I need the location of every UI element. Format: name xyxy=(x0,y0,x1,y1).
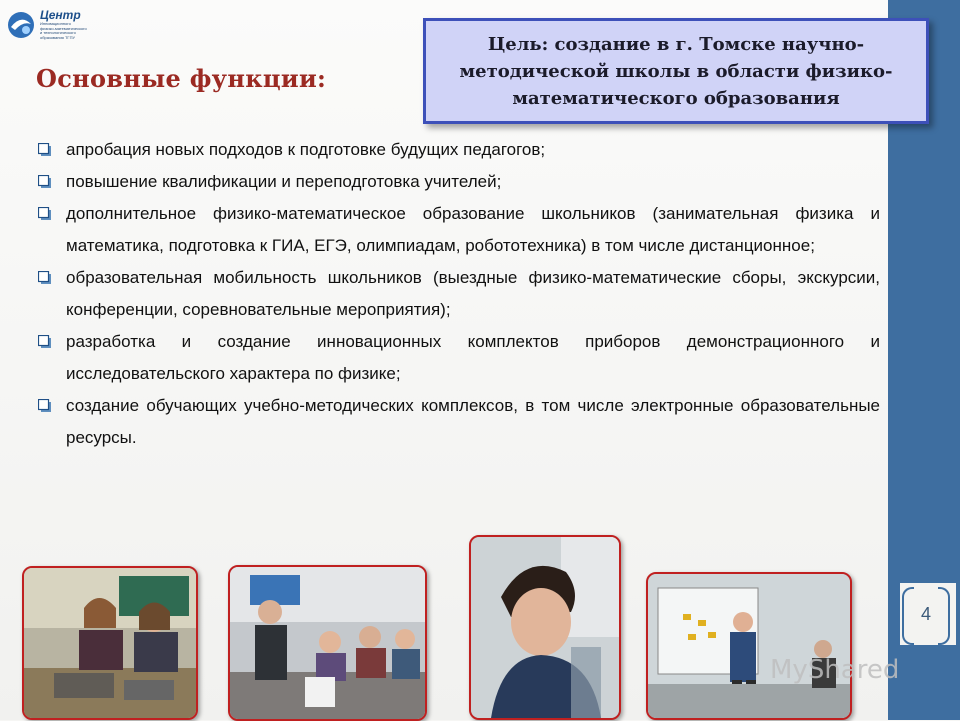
list-item xyxy=(38,326,880,390)
photo-teachers-workshop xyxy=(228,565,427,721)
list-item xyxy=(38,262,880,326)
checkbox-bullet-icon xyxy=(38,399,52,413)
list-item-text: создание обучающих учебно-методических комплексов, в том числе электронные образовательные ресурсы. xyxy=(66,396,880,447)
checkbox-bullet-icon xyxy=(38,143,52,157)
page-number: 4 xyxy=(920,604,931,624)
list-item-text: разработка и создание инновационных комплектов приборов демонстрационного и исследовательского характера по физике; xyxy=(66,332,880,383)
logo-title: Центр xyxy=(40,8,81,22)
photo-students-robotics xyxy=(22,566,198,720)
photo-whiteboard-presentation xyxy=(646,572,852,720)
center-logo xyxy=(6,6,126,44)
list-item xyxy=(38,166,880,198)
functions-list xyxy=(38,134,880,454)
checkbox-bullet-icon xyxy=(38,207,52,221)
list-item xyxy=(38,134,880,166)
list-item-text: повышение квалификации и переподготовка учителей; xyxy=(66,172,502,191)
goal-box: Цель: создание в г. Томске научно- методической школы в области физико- математического образования xyxy=(423,18,929,124)
list-item-text: апробация новых подходов к подготовке будущих педагогов; xyxy=(66,140,546,159)
photo-student-portrait xyxy=(469,535,621,720)
logo-subtitle: Инновационного физико-математического и технологического образования ТГПУ xyxy=(40,21,87,40)
logo-emblem-icon xyxy=(6,10,36,40)
list-item xyxy=(38,390,880,454)
list-item xyxy=(38,198,880,262)
list-item-text: образовательная мобильность школьников (выездные физико-математические сборы, экскурсии, конференции, соревновательные мероприятия); xyxy=(66,268,880,319)
checkbox-bullet-icon xyxy=(38,175,52,189)
slide-title: Основные функции: xyxy=(36,64,327,93)
checkbox-bullet-icon xyxy=(38,335,52,349)
watermark: MyShared xyxy=(770,655,900,685)
checkbox-bullet-icon xyxy=(38,271,52,285)
list-item-text: дополнительное физико-математическое образование школьников (занимательная физика и математика, подготовка к ГИА, ЕГЭ, олимпиадам, робототехника) в том числе дистанционное; xyxy=(66,204,880,255)
